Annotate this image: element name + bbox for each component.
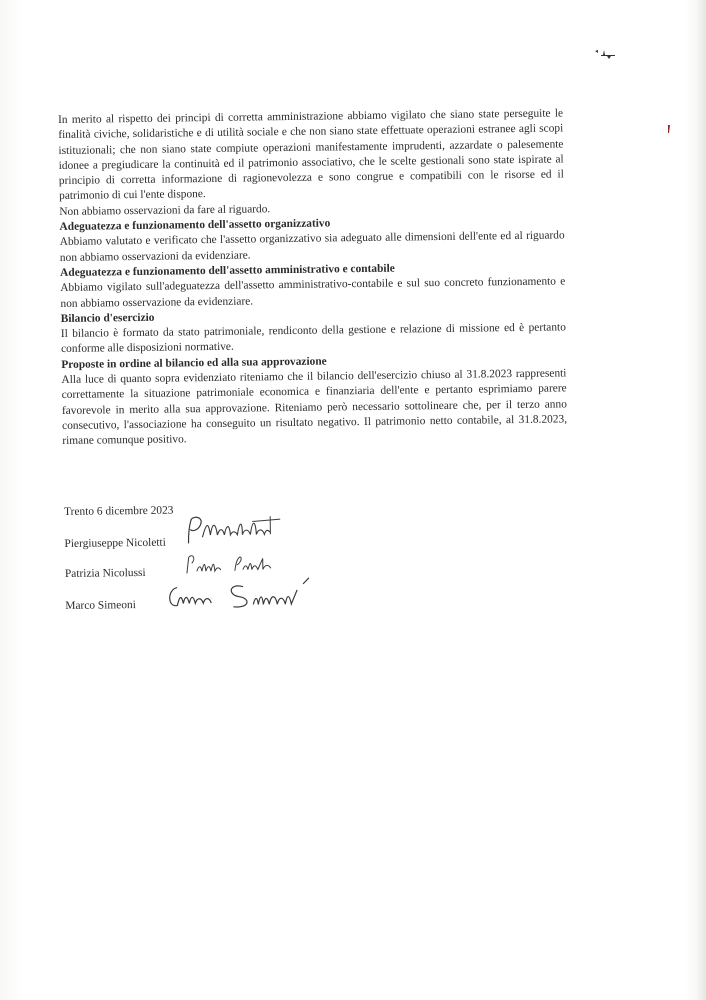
section-heading-bilancio: Bilancio d'esercizio <box>60 311 155 325</box>
signer-row <box>64 536 166 552</box>
handwritten-signature <box>182 512 292 551</box>
signer-name: Piergiuseppe Nicoletti <box>64 536 166 550</box>
section-heading-amministrativo: Adeguatezza e funzionamento dell'assetto amministrativo e contabile <box>60 262 395 279</box>
section-text-bilancio: Il bilancio è formato da stato patrimoniale, rendiconto della gestione e relazione di missione ed è pertanto conforme alle disposizioni normative. <box>60 321 566 356</box>
handwritten-signature <box>163 575 333 615</box>
intro-paragraph: In merito al rispetto dei principi di corretta amministrazione abbiamo vigilato che siano state perseguite le finalità civiche, solidaristiche e di utilità sociale e che non siano state effettuate operazioni estranee agli scopi istituzionali; che non siano state compiute operazioni manifestamente imprudenti, azzardate o palesemente idonee a pregiudicare la continuità ed il patrimonio associativo, che le scelte gestionali sono state ispirate al principio di corretta informazione di ragionevolezza e sono congrue e compatibili con le risorse ed il patrimonio di cui l'ente dispone. <box>58 107 564 203</box>
section-text-amministrativo: Abbiamo vigilato sull'adeguatezza dell'assetto amministrativo-contabile e sul suo concreto funzionamento e non abbiamo osservazione da evidenziare. <box>60 275 566 310</box>
intro-note: Non abbiamo osservazioni da fare al riguardo. <box>59 203 271 218</box>
signer-name: Patrizia Nicolussi <box>64 566 146 580</box>
signer-row <box>65 598 136 614</box>
margin-mark-icon <box>666 124 672 134</box>
section-heading-organizzativo: Adeguatezza e funzionamento dell'assetto organizzativo <box>59 217 331 234</box>
handwritten-signature <box>183 550 283 577</box>
signature-block <box>64 501 364 612</box>
section-heading-proposte: Proposte in ordine al bilancio ed alla sua approvazione <box>61 355 327 371</box>
section-text-organizzativo: Abbiamo valutato e verificato che l'assetto organizzativo sia adeguato alle dimensioni dell'ente ed al riguardo non abbiamo osservazioni da evidenziare. <box>59 229 565 264</box>
page-edge-shadow <box>696 0 706 1000</box>
report-body <box>58 106 567 449</box>
signer-name: Marco Simeoni <box>65 599 136 612</box>
scan-mark-icon <box>593 46 623 60</box>
date-line: Trento 6 dicembre 2023 <box>64 504 174 518</box>
section-text-proposte: Alla luce di quanto sopra evidenziato riteniamo che il bilancio dell'esercizio chiuso al 31.8.2023 rappresenti correttamente la situazione patrimoniale economica e finanziaria dell'ente e pertanto esprimiamo parere favorevole in merito alla sua approvazione. Riteniamo però necessario sottolineare che, per il terzo anno consecutivo, l'associazione ha conseguito un risultato negativo. Il patrimonio netto contabile, al 31.8.2023, rimane comunque positivo. <box>61 367 568 448</box>
signer-row <box>65 566 146 582</box>
